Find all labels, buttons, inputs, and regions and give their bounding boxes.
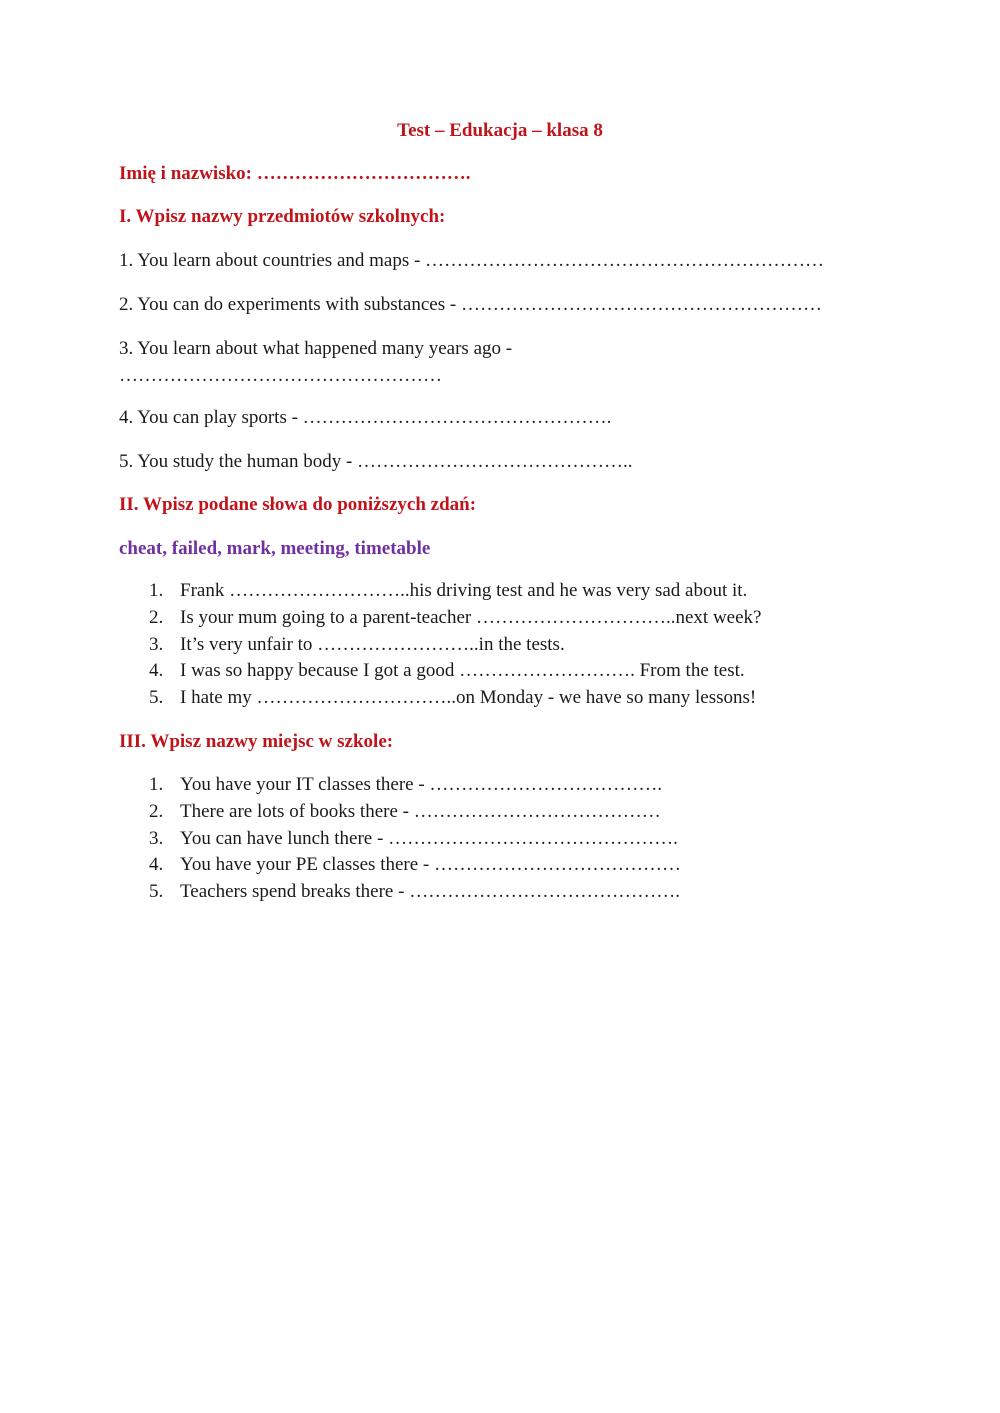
list-item-number: 2. <box>149 606 164 628</box>
name-field-label: Imię i nazwisko: ……………………………. <box>119 163 471 184</box>
list-item-text: You can have lunch there - ………………………………………. <box>180 827 678 849</box>
section1-item-1: 1. You learn about countries and maps - ……………………………………………………… <box>119 250 825 271</box>
list-item-text: You have your IT classes there - ………………………………. <box>180 774 663 795</box>
list-item-text: There are lots of books there - ………………………………… <box>180 800 661 822</box>
section1-item-3-blank: …………………………………………… <box>119 365 442 386</box>
section3-heading: III. Wpisz nazwy miejsc w szkole: <box>119 731 394 752</box>
list-item-number: 4. <box>149 854 164 876</box>
section1-item-3: 3. You learn about what happened many years ago - <box>119 338 513 359</box>
section1-item-5: 5. You study the human body - …………………………………….. <box>119 451 633 472</box>
list-item-text: Teachers spend breaks there - ……………………………………. <box>180 881 680 903</box>
page-title: Test – Edukacja – klasa 8 <box>397 120 603 141</box>
list-item-text: You have your PE classes there - ………………………………… <box>180 854 681 876</box>
list-item-text: I was so happy because I got a good ………………………. From the test. <box>180 660 745 682</box>
list-item-number: 5. <box>149 687 164 709</box>
section2-heading: II. Wpisz podane słowa do poniższych zdań: <box>119 494 477 515</box>
list-item-text: I hate my …………………………..on Monday - we have so many lessons! <box>180 687 757 709</box>
list-item-number: 3. <box>149 827 164 849</box>
list-item-text: Frank ………………………..his driving test and he was very sad about it. <box>180 580 748 601</box>
section1-item-2: 2. You can do experiments with substances - ………………………………………………… <box>119 294 822 315</box>
list-item-number: 1. <box>149 580 164 601</box>
list-item-number: 2. <box>149 800 164 822</box>
list-item-number: 3. <box>149 633 164 655</box>
list-item-text: Is your mum going to a parent-teacher …………………………..next week? <box>180 606 762 628</box>
list-item-text: It’s very unfair to ……………………..in the tests. <box>180 633 565 655</box>
section1-heading: I. Wpisz nazwy przedmiotów szkolnych: <box>119 206 446 227</box>
list-item-number: 1. <box>149 774 164 795</box>
list-item-number: 5. <box>149 881 164 903</box>
word-bank: cheat, failed, mark, meeting, timetable <box>119 538 431 559</box>
list-item-number: 4. <box>149 660 164 682</box>
section1-item-4: 4. You can play sports - …………………………………………. <box>119 407 612 428</box>
